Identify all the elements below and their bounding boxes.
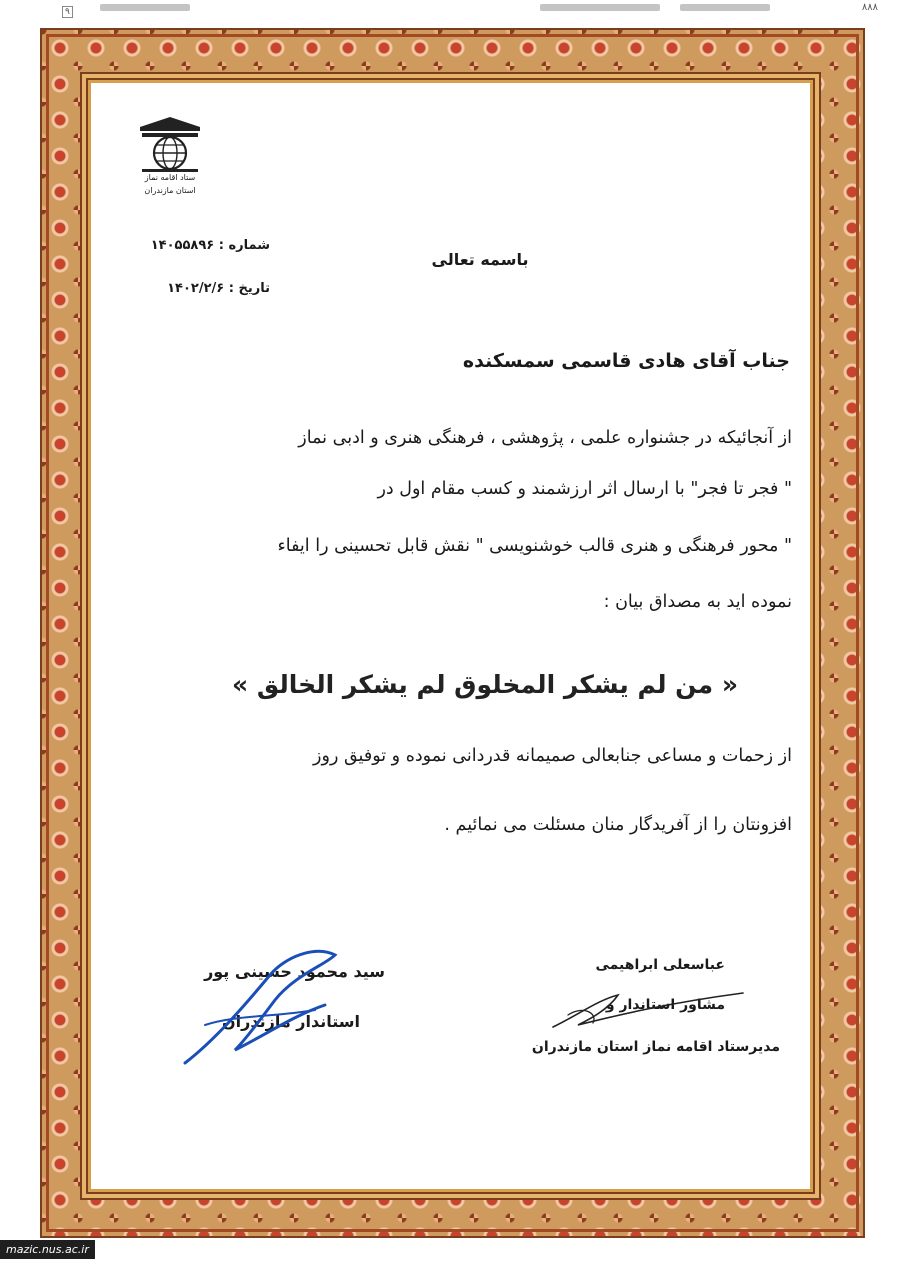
handwritten-signature-black <box>548 985 748 1035</box>
quote-line: « من لم یشکر المخلوق لم یشکر الخالق » <box>232 670 738 699</box>
page-mark: ۹ <box>62 6 73 18</box>
source-watermark: mazic.nus.ac.ir <box>0 1240 95 1259</box>
reference-label: شماره : <box>218 238 270 253</box>
closing-line: افزونتان را از آفریدگار منان مسئلت می نمائیم . <box>444 815 792 835</box>
date-value: ۱۴۰۲/۲/۶ <box>167 281 225 296</box>
left-signatory-title: استاندار مازندران <box>222 1012 360 1031</box>
page-number: ۸۸۸ <box>861 2 878 13</box>
scan-header-text <box>540 4 660 11</box>
right-signatory-name: عباسعلی ابراهیمی <box>595 957 725 973</box>
recipient-line: جناب آقای هادی قاسمی سمسکنده <box>462 350 790 372</box>
scan-header-text <box>680 4 770 11</box>
body-line: " محور فرهنگی و هنری قالب خوشنویسی " نقش قابل تحسینی را ایفاء <box>277 536 792 556</box>
body-line: از آنجائیکه در جشنواره علمی ، پژوهشی ، فرهنگی هنری و ادبی نماز <box>298 428 792 448</box>
bismillah-heading: باسمه تعالی <box>431 250 529 269</box>
left-signatory-name: سید محمود حسینی پور <box>204 962 385 981</box>
logo-caption: ستاد اقامه نماز <box>144 173 196 182</box>
handwritten-signature-blue <box>175 945 365 1070</box>
right-signatory-title: مشاور استاندار و <box>605 997 725 1013</box>
body-line: نموده اید به مصداق بیان : <box>603 592 792 612</box>
logo-caption: استان مازندران <box>144 186 196 195</box>
scan-header-text <box>100 4 190 11</box>
organization-logo <box>130 115 210 210</box>
reference-number: ۱۴۰۵۵۸۹۶ <box>150 238 215 253</box>
date-label: تاریخ : <box>228 281 270 296</box>
scan-header <box>0 0 900 22</box>
reference-row <box>151 238 270 253</box>
right-signatory-title: مدیرستاد اقامه نماز استان مازندران <box>531 1039 780 1055</box>
closing-line: از زحمات و مساعی جنابعالی صمیمانه قدردانی نموده و توفیق روز <box>313 746 792 766</box>
body-line: " فجر تا فجر" با ارسال اثر ارزشمند و کسب مقام اول در <box>377 479 792 499</box>
date-row <box>167 281 270 296</box>
